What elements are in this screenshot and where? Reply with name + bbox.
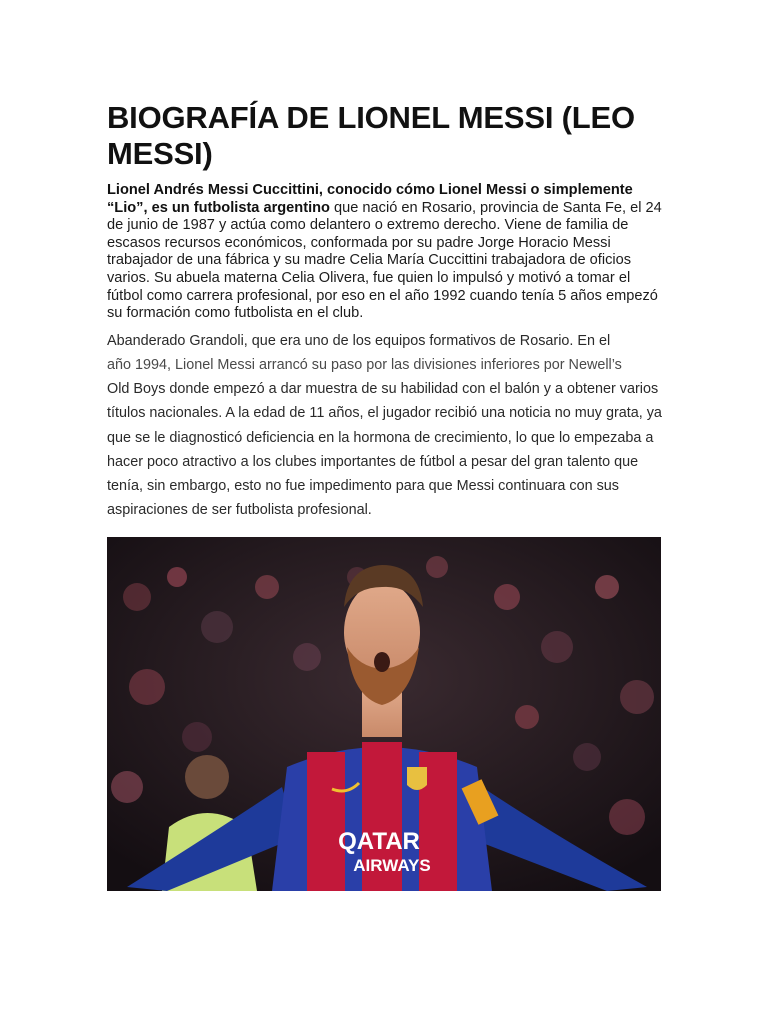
jersey-sponsor-line1: QATAR — [338, 828, 420, 855]
page-title: BIOGRAFÍA DE LIONEL MESSI (LEO MESSI) — [107, 100, 635, 171]
intro-paragraph — [107, 182, 663, 323]
second-paragraph-text: Old Boys donde empezó a dar muestra de su habilidad con el balón y a obtener varios títulos nacionales. A la edad de 11 años, el jugador recibió una noticia no muy grata, ya que se le diagnosticó deficiencia en la hormona de crecimiento, lo que lo empezaba a hacer poco atractivo a los clubes importantes de fútbol a pesar del gran talento que tenía, sin embargo, esto no fue impedimento para que Messi continuara con sus aspiraciones de ser futbolista profesional. — [107, 381, 662, 519]
jersey-sponsor-line2: AIRWAYS — [353, 856, 431, 875]
second-paragraph-line1: Abanderado Grandoli, que era uno de los equipos formativos de Rosario. En el — [107, 332, 611, 349]
intro-text: que nació en Rosario, provincia de Santa Fe, el 24 de junio de 1987 y actúa como delantero o extremo derecho. Viene de familia de escasos recursos económicos, conformada por su padre Jorge Horacio Messi trabajador de una fábrica y su madre Celia María Cuccittini trabajadora de oficios varios. Su abuela materna Celia Olivera, fue quien lo impulsó y motivó a tomar el fútbol como carrera profesional, por eso en el año 1992 cuando tenía 5 años empezó su formación como futbolista en el club. — [107, 199, 662, 322]
second-paragraph-line2: año 1994, Lionel Messi arrancó su paso por las divisiones inferiores por Newell’s — [107, 356, 622, 373]
messi-celebration-photo — [107, 537, 661, 891]
second-paragraph — [107, 329, 663, 523]
club-crest — [407, 767, 427, 790]
open-mouth — [374, 652, 390, 672]
intro-bold-text: Lionel Andrés Messi Cuccittini, conocido cómo Lionel Messi o simplemente “Lio”, es un futbolista argentino — [107, 182, 633, 216]
barcelona-jersey — [272, 742, 498, 891]
document-page — [107, 100, 663, 522]
